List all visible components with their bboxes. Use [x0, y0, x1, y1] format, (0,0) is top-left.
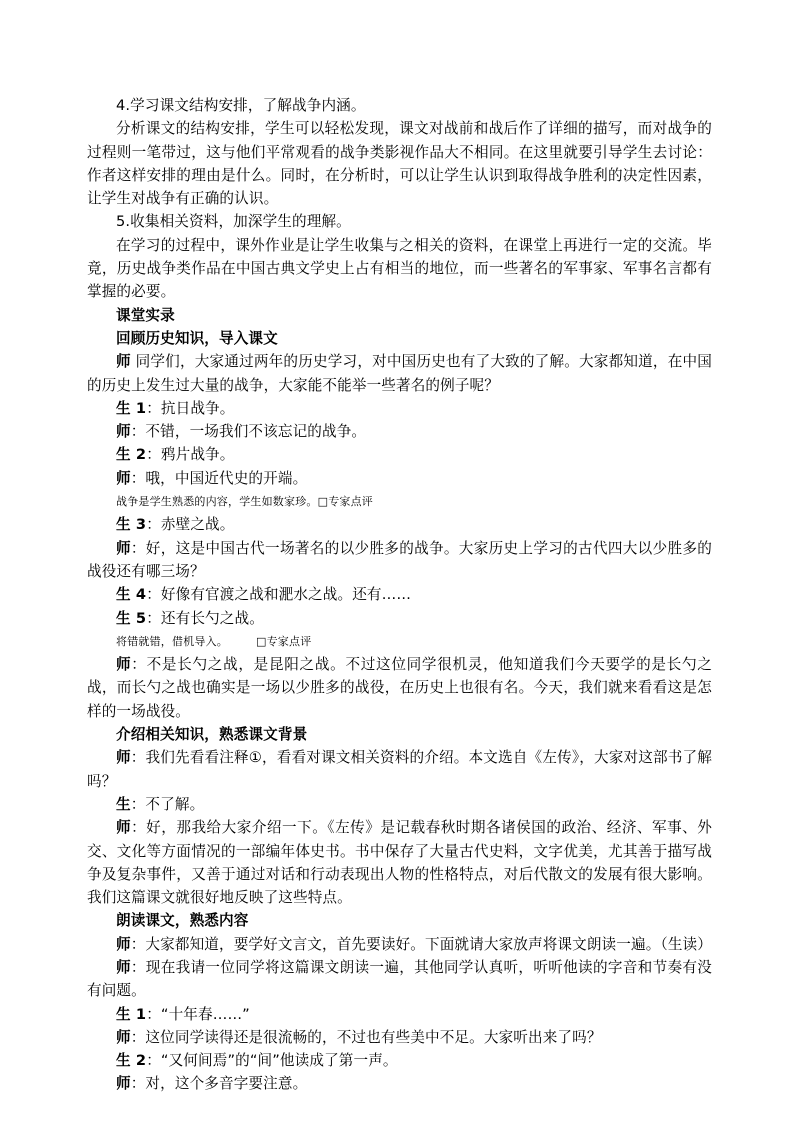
dialog-text: 同学们，大家通过两年的历史学习，对中国历史也有了大致的了解。大家都知道，在中国的历史上发生过大量的战争，大家能不能举一些著名的例子呢？ — [87, 353, 712, 394]
dialog-line — [87, 653, 712, 723]
section-heading-background: 介绍相关知识，熟悉课文背景 — [116, 726, 308, 744]
dialog-text: ：“又何间焉”的“间”他读成了第一声。 — [146, 1052, 398, 1070]
dialog-text: ：现在我请一位同学将这篇课文朗读一遍，其他同学认真听，听听他读的字音和节奏有没有问题。 — [87, 958, 712, 1000]
paragraph-step5-title: 5.收集相关资料，加深学生的理解。 — [116, 213, 351, 231]
note-text: 将错就错，借机导入。 — [116, 634, 228, 648]
dialog-text: ：鸦片战争。 — [146, 446, 235, 464]
dialog-text: ：好，那我给大家介绍一下。《左传》是记载春秋时期各诸侯国的政治、经济、军事、外交、文化等方面情况的一部编年体史书。书中保存了大量古代史料，文字优美，尤其善于描写战争及复杂事件，又善于通过对话和行动表现出人物的性格特点，对后代散文的发展有很大影响。我们这篇课文就很好地反映了这些特点。 — [87, 819, 712, 907]
speaker-label: 生 5 — [116, 609, 147, 627]
dialog-text: ：还有长勺之战。 — [146, 609, 264, 627]
paragraph-step5-body: 在学习的过程中，课外作业是让学生收集与之相关的资料，在课堂上再进行一定的交流。毕竟，历史战争类作品在中国古典文学史上占有相当的地位，而一些著名的军事家、军事名言都有掌握的必要。 — [87, 236, 712, 301]
dialog-line — [87, 467, 712, 490]
speaker-label: 生 4 — [116, 586, 147, 604]
dialog-text: ：好，这是中国古代一场著名的以少胜多的战争。大家历史上学习的古代四大以少胜多的战役还有哪三场？ — [87, 539, 712, 580]
dialog-text: ：赤壁之战。 — [146, 516, 235, 534]
dialog-text: ：“十年春……” — [146, 1005, 250, 1023]
expert-comment-note — [87, 630, 712, 653]
speaker-label: 师 — [116, 423, 131, 441]
document-page — [87, 94, 712, 1096]
expert-comment-tag: □专家点评 — [256, 634, 312, 648]
speaker-label: 师 — [116, 656, 132, 674]
dialog-line — [87, 397, 712, 420]
dialog-text: ：对，这个多音字要注意。 — [130, 1075, 308, 1093]
speaker-label: 生 2 — [116, 446, 147, 464]
dialog-line — [87, 1026, 712, 1049]
dialog-line — [87, 443, 712, 466]
dialog-text: ：大家都知道，要学好文言文，首先要读好。下面就请大家放声将课文朗读一遍。（生读） — [130, 935, 712, 953]
speaker-label: 师 — [116, 935, 131, 953]
dialog-line — [87, 583, 712, 606]
expert-comment-tag: □专家点评 — [317, 495, 374, 509]
speaker-label: 师 — [116, 353, 131, 371]
section-heading-classroom-record: 课堂实录 — [116, 306, 175, 324]
dialog-line — [87, 420, 712, 443]
speaker-label: 生 1 — [116, 1005, 147, 1023]
dialog-line — [87, 1072, 712, 1095]
speaker-label: 师 — [116, 1075, 131, 1093]
dialog-line — [87, 793, 712, 816]
dialog-line — [87, 513, 712, 536]
dialog-line — [87, 537, 712, 584]
speaker-label: 生 1 — [116, 399, 147, 417]
speaker-label: 师 — [116, 749, 131, 767]
speaker-label: 师 — [116, 539, 131, 557]
paragraph-step4-body: 分析课文的结构安排，学生可以轻松发现，课文对战前和战后作了详细的描写，而对战争的过程则一笔带过，这与他们平常观看的战争类影视作品大不相同。在这里就要引导学生去讨论：作者这样安排的理由是什么。同时，在分析时，可以让学生认识到取得战争胜利的决定性因素，让学生对战争有正确的认识。 — [87, 120, 712, 208]
dialog-line — [87, 746, 712, 793]
dialog-text: ：这位同学读得还是很流畅的，不过也有些美中不足。大家听出来了吗？ — [130, 1028, 602, 1046]
speaker-label: 师 — [116, 1028, 131, 1046]
section-heading-reading: 朗读课文，熟悉内容 — [116, 912, 249, 930]
dialog-text: ：我们先看看注释①，看看对课文相关资料的介绍。本文选自《左传》，大家对这部书了解吗？ — [87, 749, 713, 790]
paragraph-step4-title: 4.学习课文结构安排，了解战争内涵。 — [116, 97, 366, 114]
section-heading-review-history: 回顾历史知识，导入课文 — [116, 329, 278, 347]
dialog-text: ：不是长勺之战，是昆阳之战。不过这位同学很机灵，他知道我们今天要学的是长勺之战，而长勺之战也确实是一场以少胜多的战役，在历史上也很有名。今天，我们就来看看这是怎样的一场战役。 — [87, 656, 712, 720]
speaker-label: 生 2 — [116, 1052, 147, 1070]
note-text: 战争是学生熟悉的内容，学生如数家珍。 — [116, 495, 318, 509]
dialog-text: ：不错，一场我们不该忘记的战争。 — [130, 423, 367, 441]
dialog-line — [87, 816, 712, 909]
expert-comment-note — [87, 490, 712, 513]
dialog-line — [87, 1003, 712, 1026]
speaker-label: 生 3 — [116, 516, 147, 534]
speaker-label: 师 — [116, 958, 131, 976]
dialog-line — [87, 607, 712, 630]
dialog-line — [87, 1049, 712, 1072]
dialog-text: ：抗日战争。 — [146, 399, 235, 417]
dialog-text: ：好像有官渡之战和淝水之战。还有…… — [146, 586, 412, 604]
speaker-label: 生 — [116, 795, 131, 813]
dialog-line — [87, 933, 712, 956]
speaker-label: 师 — [116, 819, 132, 837]
dialog-text: ：哦，中国近代史的开端。 — [130, 469, 308, 487]
dialog-line — [87, 956, 712, 1003]
dialog-line — [87, 350, 712, 397]
dialog-text: ：不了解。 — [130, 795, 205, 813]
speaker-label: 师 — [116, 469, 131, 487]
